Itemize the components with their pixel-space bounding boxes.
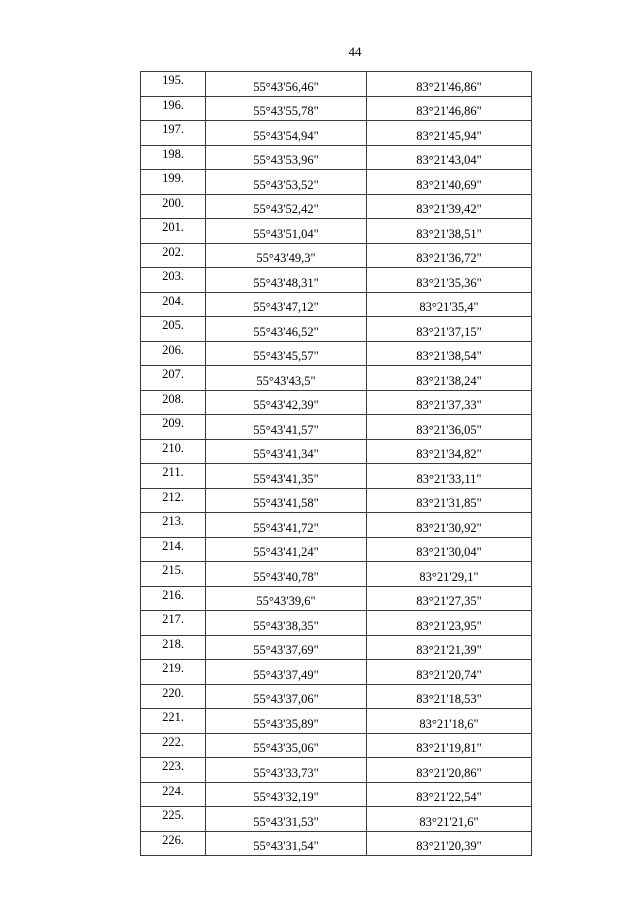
point-number-cell: 204. bbox=[141, 292, 206, 317]
table-row bbox=[141, 415, 532, 440]
latitude-cell: 55°43'33,73" bbox=[206, 758, 367, 783]
latitude-cell: 55°43'41,35" bbox=[206, 464, 367, 489]
point-number-cell: 206. bbox=[141, 341, 206, 366]
table-row bbox=[141, 635, 532, 660]
latitude-cell: 55°43'42,39" bbox=[206, 390, 367, 415]
point-number-cell: 214. bbox=[141, 537, 206, 562]
table-row bbox=[141, 268, 532, 293]
longitude-cell: 83°21'38,51" bbox=[367, 219, 532, 244]
latitude-cell: 55°43'54,94" bbox=[206, 121, 367, 146]
point-number-cell: 200. bbox=[141, 194, 206, 219]
longitude-cell: 83°21'31,85" bbox=[367, 488, 532, 513]
point-number-cell: 218. bbox=[141, 635, 206, 660]
latitude-cell: 55°43'47,12" bbox=[206, 292, 367, 317]
longitude-cell: 83°21'34,82" bbox=[367, 439, 532, 464]
table-row bbox=[141, 439, 532, 464]
point-number-cell: 221. bbox=[141, 709, 206, 734]
longitude-cell: 83°21'22,54" bbox=[367, 782, 532, 807]
point-number-cell: 195. bbox=[141, 72, 206, 97]
table-row bbox=[141, 562, 532, 587]
latitude-cell: 55°43'37,06" bbox=[206, 684, 367, 709]
table-row bbox=[141, 464, 532, 489]
table-row bbox=[141, 611, 532, 636]
longitude-cell: 83°21'35,4" bbox=[367, 292, 532, 317]
table-row bbox=[141, 366, 532, 391]
latitude-cell: 55°43'41,58" bbox=[206, 488, 367, 513]
page-number: 44 bbox=[348, 44, 362, 59]
longitude-cell: 83°21'36,72" bbox=[367, 243, 532, 268]
latitude-cell: 55°43'41,57" bbox=[206, 415, 367, 440]
latitude-cell: 55°43'53,96" bbox=[206, 145, 367, 170]
point-number-cell: 211. bbox=[141, 464, 206, 489]
point-number-cell: 216. bbox=[141, 586, 206, 611]
point-number-cell: 223. bbox=[141, 758, 206, 783]
table-row bbox=[141, 537, 532, 562]
longitude-cell: 83°21'20,74" bbox=[367, 660, 532, 685]
longitude-cell: 83°21'46,86" bbox=[367, 96, 532, 121]
latitude-cell: 55°43'31,53" bbox=[206, 807, 367, 832]
latitude-cell: 55°43'52,42" bbox=[206, 194, 367, 219]
point-number-cell: 201. bbox=[141, 219, 206, 244]
table-row bbox=[141, 390, 532, 415]
latitude-cell: 55°43'49,3" bbox=[206, 243, 367, 268]
table-row bbox=[141, 121, 532, 146]
point-number-cell: 202. bbox=[141, 243, 206, 268]
latitude-cell: 55°43'37,69" bbox=[206, 635, 367, 660]
table-row bbox=[141, 72, 532, 97]
table-row bbox=[141, 317, 532, 342]
longitude-cell: 83°21'40,69" bbox=[367, 170, 532, 195]
latitude-cell: 55°43'43,5" bbox=[206, 366, 367, 391]
point-number-cell: 226. bbox=[141, 831, 206, 856]
longitude-cell: 83°21'29,1" bbox=[367, 562, 532, 587]
longitude-cell: 83°21'21,6" bbox=[367, 807, 532, 832]
longitude-cell: 83°21'30,04" bbox=[367, 537, 532, 562]
table-row bbox=[141, 733, 532, 758]
point-number-cell: 215. bbox=[141, 562, 206, 587]
longitude-cell: 83°21'23,95" bbox=[367, 611, 532, 636]
table-row bbox=[141, 170, 532, 195]
point-number-cell: 219. bbox=[141, 660, 206, 685]
latitude-cell: 55°43'35,06" bbox=[206, 733, 367, 758]
latitude-cell: 55°43'45,57" bbox=[206, 341, 367, 366]
table-row bbox=[141, 292, 532, 317]
latitude-cell: 55°43'37,49" bbox=[206, 660, 367, 685]
point-number-cell: 222. bbox=[141, 733, 206, 758]
latitude-cell: 55°43'41,72" bbox=[206, 513, 367, 538]
point-number-cell: 225. bbox=[141, 807, 206, 832]
point-number-cell: 210. bbox=[141, 439, 206, 464]
longitude-cell: 83°21'38,54" bbox=[367, 341, 532, 366]
latitude-cell: 55°43'48,31" bbox=[206, 268, 367, 293]
longitude-cell: 83°21'30,92" bbox=[367, 513, 532, 538]
longitude-cell: 83°21'37,15" bbox=[367, 317, 532, 342]
longitude-cell: 83°21'39,42" bbox=[367, 194, 532, 219]
table-row bbox=[141, 96, 532, 121]
point-number-cell: 217. bbox=[141, 611, 206, 636]
longitude-cell: 83°21'38,24" bbox=[367, 366, 532, 391]
table-row bbox=[141, 513, 532, 538]
longitude-cell: 83°21'20,39" bbox=[367, 831, 532, 856]
table-row bbox=[141, 684, 532, 709]
longitude-cell: 83°21'33,11" bbox=[367, 464, 532, 489]
latitude-cell: 55°43'46,52" bbox=[206, 317, 367, 342]
point-number-cell: 199. bbox=[141, 170, 206, 195]
latitude-cell: 55°43'40,78" bbox=[206, 562, 367, 587]
latitude-cell: 55°43'41,34" bbox=[206, 439, 367, 464]
longitude-cell: 83°21'43,04" bbox=[367, 145, 532, 170]
point-number-cell: 208. bbox=[141, 390, 206, 415]
latitude-cell: 55°43'56,46" bbox=[206, 72, 367, 97]
latitude-cell: 55°43'51,04" bbox=[206, 219, 367, 244]
longitude-cell: 83°21'35,36" bbox=[367, 268, 532, 293]
latitude-cell: 55°43'35,89" bbox=[206, 709, 367, 734]
table-row bbox=[141, 807, 532, 832]
longitude-cell: 83°21'19,81" bbox=[367, 733, 532, 758]
latitude-cell: 55°43'32,19" bbox=[206, 782, 367, 807]
latitude-cell: 55°43'31,54" bbox=[206, 831, 367, 856]
latitude-cell: 55°43'55,78" bbox=[206, 96, 367, 121]
table-row bbox=[141, 488, 532, 513]
table-row bbox=[141, 341, 532, 366]
longitude-cell: 83°21'20,86" bbox=[367, 758, 532, 783]
table-row bbox=[141, 782, 532, 807]
point-number-cell: 213. bbox=[141, 513, 206, 538]
point-number-cell: 220. bbox=[141, 684, 206, 709]
point-number-cell: 207. bbox=[141, 366, 206, 391]
longitude-cell: 83°21'36,05" bbox=[367, 415, 532, 440]
longitude-cell: 83°21'27,35" bbox=[367, 586, 532, 611]
point-number-cell: 212. bbox=[141, 488, 206, 513]
table-row bbox=[141, 194, 532, 219]
table-row bbox=[141, 831, 532, 856]
table-row bbox=[141, 709, 532, 734]
table-row bbox=[141, 145, 532, 170]
latitude-cell: 55°43'41,24" bbox=[206, 537, 367, 562]
point-number-cell: 203. bbox=[141, 268, 206, 293]
table-row bbox=[141, 758, 532, 783]
point-number-cell: 197. bbox=[141, 121, 206, 146]
latitude-cell: 55°43'38,35" bbox=[206, 611, 367, 636]
point-number-cell: 224. bbox=[141, 782, 206, 807]
longitude-cell: 83°21'18,6" bbox=[367, 709, 532, 734]
longitude-cell: 83°21'18,53" bbox=[367, 684, 532, 709]
longitude-cell: 83°21'21,39" bbox=[367, 635, 532, 660]
table-row bbox=[141, 586, 532, 611]
coordinates-table-body bbox=[141, 72, 532, 856]
point-number-cell: 198. bbox=[141, 145, 206, 170]
point-number-cell: 209. bbox=[141, 415, 206, 440]
latitude-cell: 55°43'53,52" bbox=[206, 170, 367, 195]
table-row bbox=[141, 243, 532, 268]
point-number-cell: 196. bbox=[141, 96, 206, 121]
longitude-cell: 83°21'37,33" bbox=[367, 390, 532, 415]
table-row bbox=[141, 660, 532, 685]
table-row bbox=[141, 219, 532, 244]
coordinates-table bbox=[140, 71, 532, 856]
latitude-cell: 55°43'39,6" bbox=[206, 586, 367, 611]
longitude-cell: 83°21'45,94" bbox=[367, 121, 532, 146]
longitude-cell: 83°21'46,86" bbox=[367, 72, 532, 97]
point-number-cell: 205. bbox=[141, 317, 206, 342]
